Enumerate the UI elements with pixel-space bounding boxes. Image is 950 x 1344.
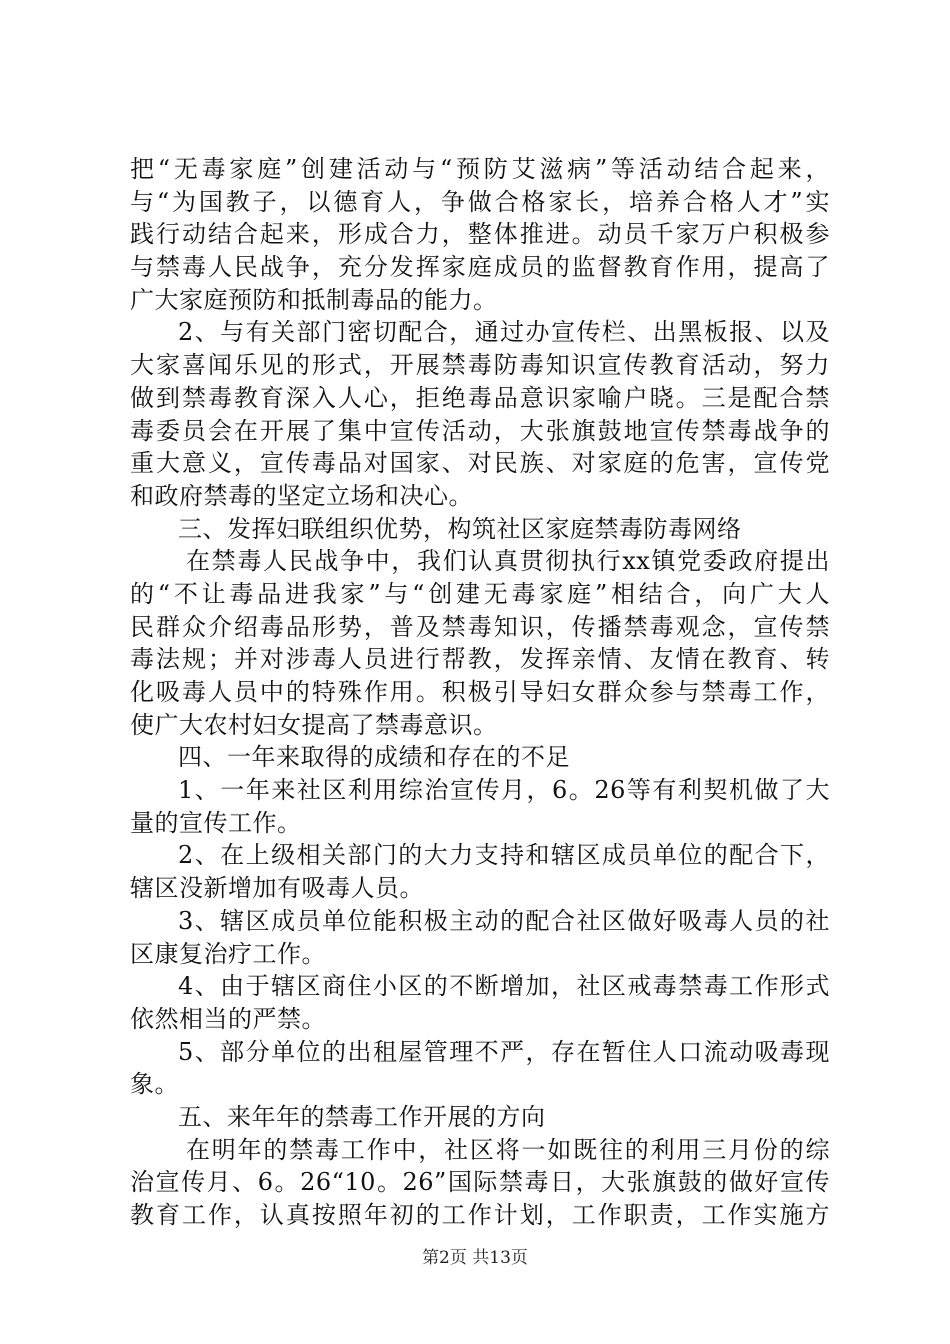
- text-line: 民群众介绍毒品形势，普及禁毒知识，传播禁毒观念，宣传禁: [130, 612, 830, 641]
- text-line: 与禁毒人民战争，充分发挥家庭成员的监督教育作用，提高了: [130, 253, 830, 282]
- text-line: 重大意义，宣传毒品对国家、对民族、对家庭的危害，宣传党: [130, 449, 830, 478]
- text-line: 在明年的禁毒工作中，社区将一如既往的利用三月份的综: [186, 1135, 830, 1164]
- text-line: 广大家庭预防和抵制毒品的能力。: [130, 285, 498, 314]
- text-line: 五、来年年的禁毒工作开展的方向: [178, 1102, 546, 1131]
- text-line: 把“无毒家庭”创建活动与“预防艾滋病”等活动结合起来，: [130, 155, 830, 183]
- text-line: 的“不让毒品进我家”与“创建无毒家庭”相结合，向广大人: [130, 579, 830, 608]
- document-body: [130, 153, 830, 1232]
- text-line: 三、发挥妇联组织优势，构筑社区家庭禁毒防毒网络: [178, 514, 742, 543]
- text-line: 使广大农村妇女提高了禁毒意识。: [130, 710, 498, 739]
- page-footer: 第2页 共13页: [422, 1248, 528, 1268]
- text-line: 教育工作，认真按照年初的工作计划，工作职责，工作实施方: [130, 1201, 830, 1229]
- text-line: 象。: [130, 1070, 179, 1099]
- text-line: 3、辖区成员单位能积极主动的配合社区做好吸毒人员的社: [178, 906, 830, 935]
- text-line: 大家喜闻乐见的形式，开展禁毒防毒知识宣传教育活动，努力: [130, 351, 830, 380]
- text-line: 与“为国教子，以德育人，争做合格家长，培养合格人才”实: [130, 187, 830, 216]
- text-line: 量的宣传工作。: [130, 808, 302, 837]
- text-line: 4、由于辖区商住小区的不断增加，社区戒毒禁毒工作形式: [178, 972, 830, 1001]
- text-line: 2、与有关部门密切配合，通过办宣传栏、出黑板报、以及: [178, 318, 830, 347]
- text-line: 践行动结合起来，形成合力，整体推进。动员千家万户积极参: [130, 220, 830, 249]
- text-line: 毒法规；并对涉毒人员进行帮教，发挥亲情、友情在教育、转: [130, 645, 830, 674]
- text-line: 四、一年来取得的成绩和存在的不足: [178, 743, 570, 772]
- text-line: 区康复治疗工作。: [130, 939, 326, 968]
- text-line: 5、部分单位的出租屋管理不严，存在暂住人口流动吸毒现: [178, 1037, 830, 1066]
- text-line: 毒委员会在开展了集中宣传活动，大张旗鼓地宣传禁毒战争的: [130, 416, 830, 445]
- text-line: 化吸毒人员中的特殊作用。积极引导妇女群众参与禁毒工作，: [130, 678, 830, 706]
- text-line: 和政府禁毒的坚定立场和决心。: [130, 481, 473, 510]
- text-line: 辖区没新增加有吸毒人员。: [130, 874, 424, 903]
- text-line: 1、一年来社区利用综治宣传月，6。26等有利契机做了大: [178, 776, 830, 805]
- text-line: 在禁毒人民战争中，我们认真贯彻执行xx镇党委政府提出: [186, 547, 830, 576]
- text-line: 2、在上级相关部门的大力支持和辖区成员单位的配合下，: [178, 841, 830, 870]
- text-line: 治宣传月、6。26“10。26”国际禁毒日，大张旗鼓的做好宣传: [130, 1168, 830, 1197]
- text-line: 做到禁毒教育深入人心，拒绝毒品意识家喻户晓。三是配合禁: [130, 383, 830, 412]
- text-line: 依然相当的严禁。: [130, 1004, 326, 1033]
